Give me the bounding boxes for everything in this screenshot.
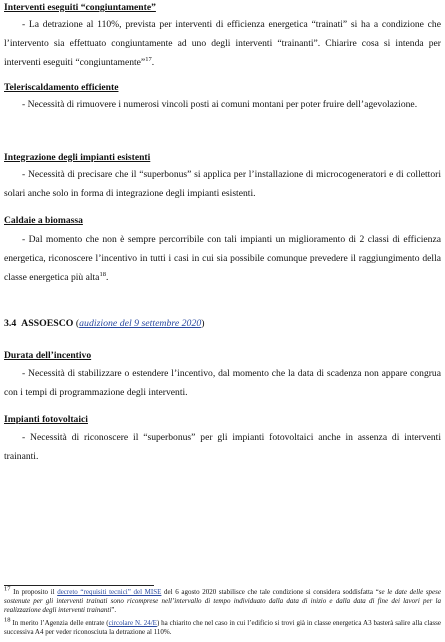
paragraph-end: .: [105, 272, 109, 283]
heading-caldaie-biomassa: Caldaie a biomassa: [4, 215, 83, 226]
paragraph-integrazione: [4, 165, 441, 203]
decreto-mise-link[interactable]: decreto “requisiti tecnici” del MISE: [57, 588, 162, 596]
section-title-assoesco: 3.4 ASSOESCO (audizione del 9 settembre 2020): [4, 318, 205, 329]
paragraph-text: - Necessità di riconoscere il “superbonus” per gli impianti fotovoltaici anche in assenza di interventi trainanti.: [4, 432, 441, 462]
heading-durata-incentivo: Durata dell’incentivo: [4, 350, 92, 361]
paragraph-text: - Necessità di rimuovere i numerosi vincoli posti ai comuni montani per poter fruire dell’agevolazione.: [22, 99, 418, 110]
heading-impianti-fotovoltaici: Impianti fotovoltaici: [4, 414, 88, 425]
paragraph-text: - Necessità di precisare che il “superbonus” si applica per l’installazione di microcogeneratori e di collettori solari anche solo in forma di integrazione degli impianti esistenti.: [4, 169, 441, 199]
paragraph-text: - La detrazione al 110%, prevista per interventi di efficienza energetica “trainati” si ha a condizione che l’intervento sia effettuato congiuntamente ad uno degli interventi “trainanti”. Chiarire cosa si intenda per interventi eseguiti “congiuntamente”: [4, 19, 441, 68]
paragraph-end: .: [151, 57, 155, 68]
paragraph-durata: [4, 364, 441, 402]
footnote-separator: [4, 585, 154, 586]
audizione-link[interactable]: audizione del 9 settembre 2020: [79, 318, 202, 329]
paragraph-teleriscaldamento: [4, 95, 441, 114]
footnote-18: $^{18}$ In merito l’Agenzia delle entrate (circolare N. 24/E) ha chiarito che nel caso in cui l’edificio si trovi già in classe energetica A3 basterà salire alla classe successiva A4 per veder riconosciuta la detrazione al 110%.: [4, 616, 441, 636]
heading-teleriscaldamento: Teleriscaldamento efficiente: [4, 82, 119, 93]
paragraph-fotovoltaici: [4, 428, 441, 466]
footnote-17: $^{17}$ In proposito il decreto “requisiti tecnici” del MISE del 6 agosto 2020 stabilisce che tale condizione si considera soddisfatta “se le date delle spese sostenute per gli interventi trainati sono ricomprese nell’intervallo di tempo individuato dalla data di inizio e dalla data di fine dei lavori per la realizzazione degli interventi trainanti”.: [4, 585, 441, 614]
section-number: 3.4: [4, 318, 17, 329]
paragraph-caldaie: [4, 230, 441, 287]
paragraph-text: - Necessità di stabilizzare o estendere l’incentivo, dal momento che la data di scadenza non appare congrua con i tempi di programmazione degli interventi.: [4, 368, 441, 398]
footnote-ref-17[interactable]: 17: [145, 55, 152, 63]
footnote-ref-18[interactable]: 18: [99, 270, 106, 278]
paragraph-congiuntamente: [4, 15, 441, 72]
paragraph-text: - Dal momento che non è sempre percorribile con tali impianti un miglioramento di 2 classi di efficienza energetica, riconoscere l’incentivo in tutti i casi in cui sia possibile comunque prevedere il raggiungimento della classe energetica più alta: [4, 234, 441, 283]
heading-interventi-congiuntamente: Interventi eseguiti “congiuntamente”: [4, 2, 156, 13]
circolare-link[interactable]: circolare N. 24/E: [108, 619, 157, 627]
section-name: ASSOESCO: [21, 318, 74, 329]
heading-integrazione-impianti: Integrazione degli impianti esistenti: [4, 152, 151, 163]
